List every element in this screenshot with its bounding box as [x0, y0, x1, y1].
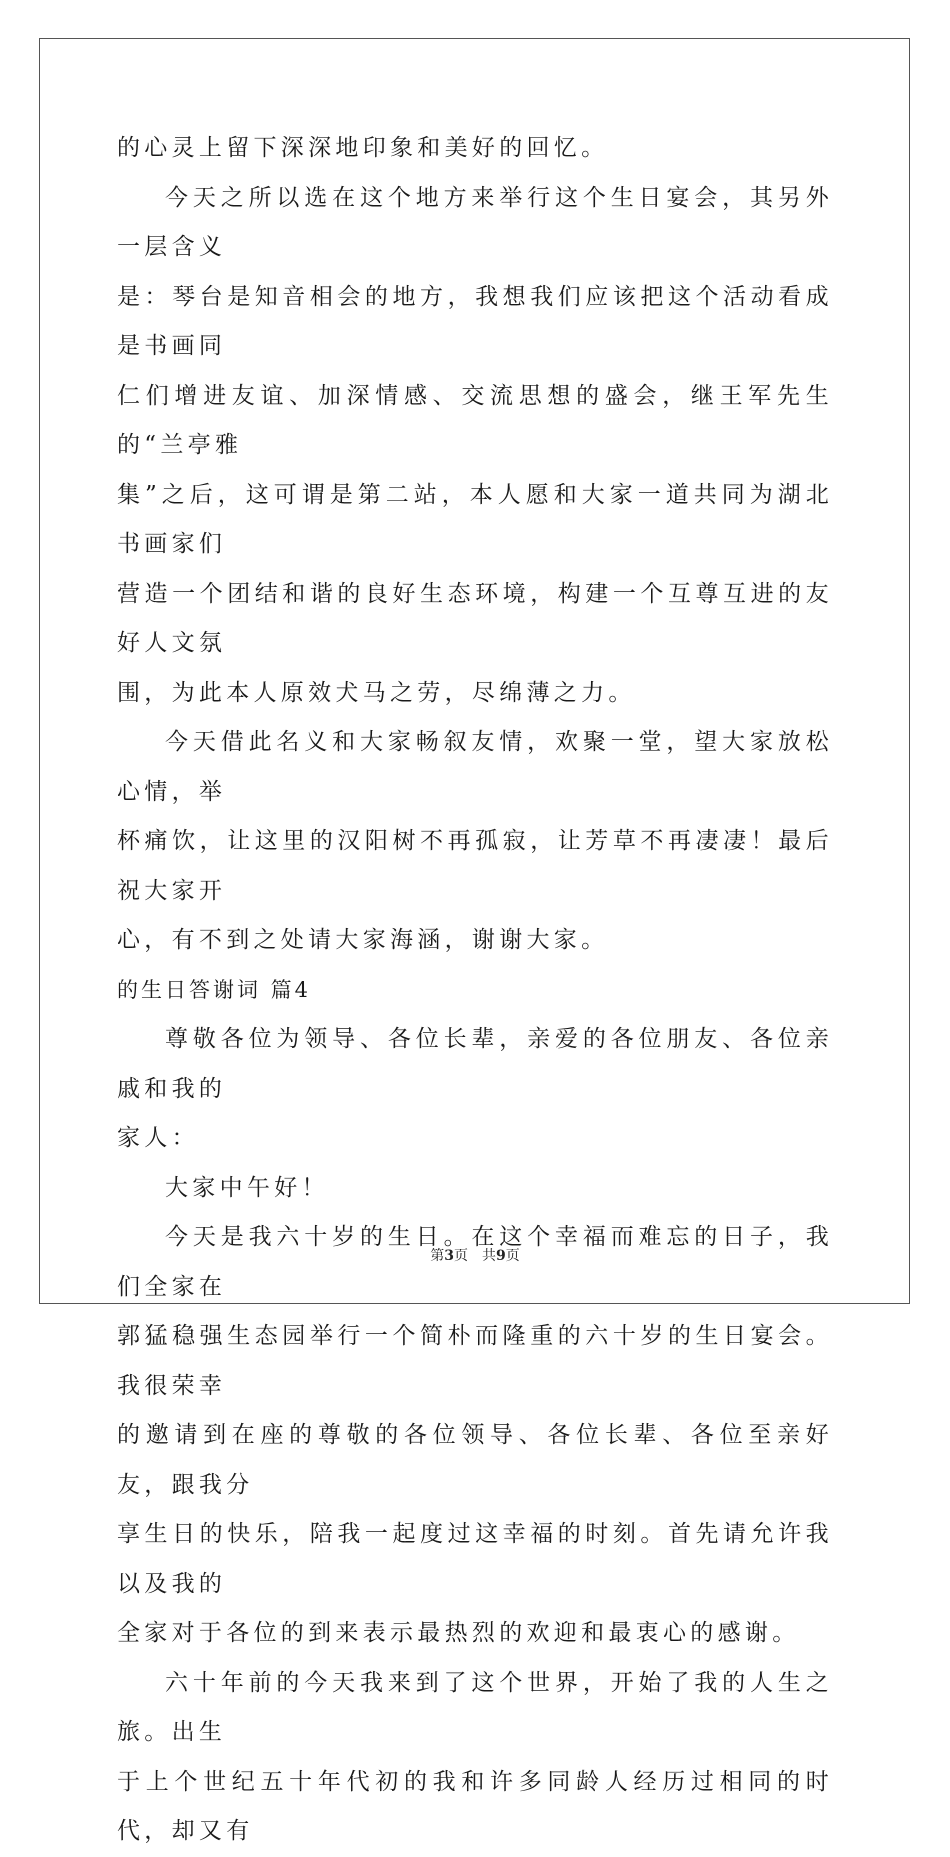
paragraph-line: 集”之后，这可谓是第二站，本人愿和大家一道共同为湖北书画家们 [117, 481, 833, 557]
paragraph-line: 家人： [117, 1125, 199, 1151]
paragraph-line: 尊敬各位为领导、各位长辈，亲爱的各位朋友、各位亲戚和我的 [117, 1026, 833, 1102]
document-body [117, 124, 833, 1857]
paragraph-line: 杯痛饮，让这里的汉阳树不再孤寂，让芳草不再凄凄！最后祝大家开 [117, 828, 833, 904]
paragraph-line: 的心灵上留下深深地印象和美好的回忆。 [117, 135, 609, 161]
paragraph-line: 心，有不到之处请大家海涵，谢谢大家。 [117, 927, 609, 953]
page-footer [0, 1245, 950, 1265]
paragraph-line: 今天是我六十岁的生日。在这个幸福而难忘的日子，我们全家在 [117, 1224, 833, 1300]
paragraph-line: 是：琴台是知音相会的地方，我想我们应该把这个活动看成是书画同 [117, 283, 833, 359]
footer-middle: 页 共 [454, 1248, 496, 1264]
paragraph-line: 营造一个团结和谐的良好生态环境，构建一个互尊互进的友好人文氛 [117, 580, 833, 656]
footer-current-page: 3 [444, 1248, 454, 1264]
paragraph-line: 大家中午好！ [165, 1174, 329, 1201]
paragraph-line: 享生日的快乐，陪我一起度过这幸福的时刻。首先请允许我以及我的 [117, 1521, 833, 1597]
paragraph-line: 今天借此名义和大家畅叙友情，欢聚一堂，望大家放松心情，举 [117, 729, 833, 805]
footer-total-pages: 9 [496, 1248, 506, 1264]
paragraph-line: 围，为此本人原效犬马之劳，尽绵薄之力。 [117, 679, 636, 706]
paragraph-line: 于上个世纪五十年代初的我和许多同龄人经历过相同的时代，却又有 [117, 1768, 833, 1844]
paragraph-line: 六十年前的今天我来到了这个世界，开始了我的人生之旅。出生 [117, 1669, 833, 1745]
paragraph-line: 全家对于各位的到来表示最热烈的欢迎和最衷心的感谢。 [117, 1620, 800, 1646]
section-heading: 的生日答谢词 篇4 [117, 977, 312, 1002]
paragraph-line: 郭猛稳强生态园举行一个简朴而隆重的六十岁的生日宴会。我很荣幸 [117, 1323, 833, 1399]
footer-prefix: 第 [430, 1248, 445, 1264]
footer-suffix: 页 [505, 1248, 520, 1264]
paragraph-line: 的邀请到在座的尊敬的各位领导、各位长辈、各位至亲好友，跟我分 [117, 1422, 833, 1498]
paragraph-line: 仁们增进友谊、加深情感、交流思想的盛会，继王军先生的“兰亭雅 [117, 382, 833, 458]
paragraph-line: 今天之所以选在这个地方来举行这个生日宴会，其另外一层含义 [117, 184, 833, 260]
